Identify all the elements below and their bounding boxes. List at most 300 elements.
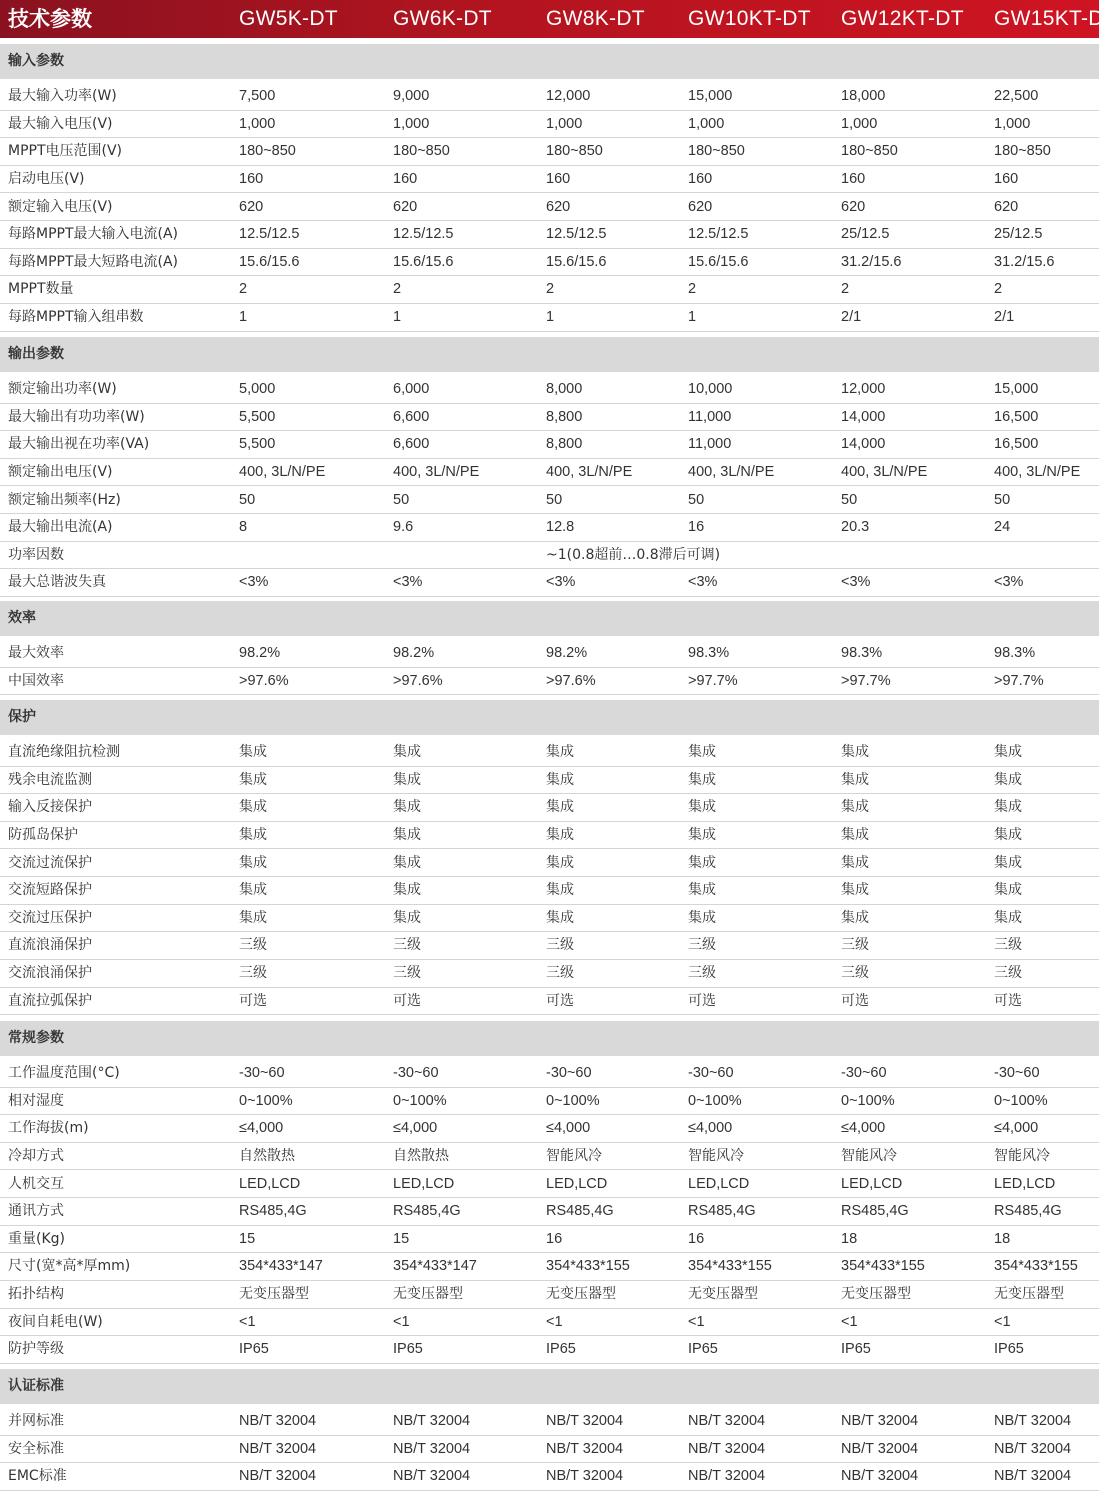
spec-value-gw12kt-dt: 0~100% (841, 1092, 895, 1109)
spec-value-gw5k-dt: 集成 (239, 771, 267, 788)
spec-row (0, 487, 1099, 515)
spec-value-gw12kt-dt: 20.3 (841, 519, 870, 536)
spec-value-gw15kt-dt: 22,500 (994, 88, 1039, 104)
spec-value-gw6k-dt: 9,000 (393, 88, 430, 104)
spec-value-gw15kt-dt: IP65 (994, 1341, 1024, 1358)
spec-value-gw10kt-dt: 0~100% (688, 1092, 742, 1109)
spec-value-gw15kt-dt: LED,LCD (994, 1175, 1056, 1192)
spec-label: 尺寸(宽*高*厚mm) (8, 1258, 131, 1275)
spec-value-gw8k-dt: >97.6% (546, 672, 596, 689)
spec-value-gw15kt-dt: 160 (994, 170, 1019, 187)
spec-value-gw10kt-dt: >97.7% (688, 672, 738, 689)
spec-value-gw15kt-dt: 620 (994, 198, 1019, 215)
spec-value-gw6k-dt: 6,600 (393, 408, 430, 425)
spec-row (0, 988, 1099, 1016)
spec-value-gw10kt-dt: IP65 (688, 1341, 718, 1358)
spec-value-gw8k-dt: 无变压器型 (546, 1286, 616, 1303)
spec-value-gw10kt-dt: 集成 (688, 771, 716, 788)
spec-value-gw15kt-dt: 31.2/15.6 (994, 253, 1055, 270)
spec-value-gw8k-dt: 1 (546, 309, 555, 326)
spec-label: 每路MPPT最大输入电流(A) (8, 226, 179, 243)
spec-value-gw5k-dt: RS485,4G (239, 1203, 307, 1220)
spec-value-gw6k-dt: 6,000 (393, 381, 430, 397)
spec-row (0, 1198, 1099, 1226)
spec-row (0, 221, 1099, 249)
spec-value-gw10kt-dt: 智能风冷 (688, 1147, 744, 1164)
spec-value-gw6k-dt: <1 (393, 1313, 410, 1330)
spec-value-gw5k-dt: 160 (239, 170, 264, 187)
spec-value-gw15kt-dt: 354*433*155 (994, 1258, 1078, 1275)
spec-value-gw8k-dt: 180~850 (546, 143, 603, 160)
spec-value-gw5k-dt: 三级 (239, 965, 267, 982)
spec-value-gw10kt-dt: 11,000 (688, 408, 732, 425)
spec-value-gw5k-dt: 集成 (239, 744, 267, 760)
spec-value-gw15kt-dt: 集成 (994, 909, 1022, 926)
spec-value-gw6k-dt: 三级 (393, 937, 421, 954)
spec-value-gw8k-dt: 三级 (546, 965, 574, 982)
spec-value-gw6k-dt: 6,600 (393, 436, 430, 453)
spec-label: 交流浪涌保护 (8, 965, 92, 982)
spec-value-gw10kt-dt: 三级 (688, 937, 716, 954)
spec-value-gw12kt-dt: 400, 3L/N/PE (841, 463, 928, 480)
spec-value-gw10kt-dt: <1 (688, 1313, 705, 1330)
spec-label: 工作温度范围(°C) (8, 1065, 120, 1081)
spec-value-gw6k-dt: 集成 (393, 744, 421, 760)
spec-value-gw6k-dt: 集成 (393, 799, 421, 816)
spec-label: MPPT电压范围(V) (8, 143, 123, 160)
spec-value-gw12kt-dt: NB/T 32004 (841, 1413, 919, 1429)
spec-value-gw15kt-dt: 三级 (994, 965, 1022, 982)
model-name-gw12kt-dt: GW12KT-DT (841, 7, 964, 30)
spec-value-gw6k-dt: 160 (393, 170, 418, 187)
spec-value-gw8k-dt: <3% (546, 574, 576, 591)
model-name-gw8k-dt: GW8K-DT (546, 7, 645, 30)
spec-label: 防孤岛保护 (8, 826, 78, 843)
spec-value-gw8k-dt: 可选 (546, 992, 574, 1009)
spec-row (0, 431, 1099, 459)
spec-label: 人机交互 (8, 1175, 64, 1192)
spec-label: 最大输入电压(V) (8, 115, 113, 132)
spec-value-gw10kt-dt: 集成 (688, 882, 716, 899)
spec-value-gw15kt-dt: 0~100% (994, 1092, 1048, 1109)
spec-value-gw10kt-dt: 354*433*155 (688, 1258, 772, 1275)
spec-row (0, 194, 1099, 222)
spec-row (0, 111, 1099, 139)
spec-value-gw15kt-dt: 可选 (994, 992, 1022, 1009)
spec-value-gw6k-dt: 98.2% (393, 645, 435, 661)
spec-label: 额定输出电压(V) (8, 463, 113, 480)
spec-row (0, 1226, 1099, 1254)
spec-value-gw5k-dt: NB/T 32004 (239, 1440, 317, 1457)
spec-value-gw6k-dt: 50 (393, 491, 410, 508)
spec-value-gw15kt-dt: NB/T 32004 (994, 1413, 1072, 1429)
spec-value-gw5k-dt: 自然散热 (239, 1147, 295, 1164)
spec-value-gw8k-dt: 集成 (546, 909, 574, 926)
spec-value-gw15kt-dt: 无变压器型 (994, 1286, 1064, 1303)
spec-row (0, 1281, 1099, 1309)
spec-row (0, 767, 1099, 795)
spec-label: 直流浪涌保护 (8, 937, 92, 954)
spec-value-gw5k-dt: NB/T 32004 (239, 1468, 317, 1485)
spec-row (0, 739, 1099, 767)
spec-value-gw8k-dt: 12.8 (546, 519, 575, 536)
spec-row (0, 640, 1099, 668)
spec-value-gw8k-dt: 0~100% (546, 1092, 600, 1109)
spec-value-gw5k-dt: 集成 (239, 882, 267, 899)
section-header (0, 44, 1099, 79)
spec-value-gw8k-dt: 620 (546, 198, 571, 215)
spec-label: 冷却方式 (8, 1147, 64, 1164)
spec-value-gw10kt-dt: 无变压器型 (688, 1286, 758, 1303)
spec-value-gw10kt-dt: 98.3% (688, 645, 730, 661)
spec-value-gw8k-dt: 16 (546, 1230, 563, 1247)
spec-value-gw10kt-dt: 集成 (688, 826, 716, 843)
spec-value-gw12kt-dt: 18,000 (841, 88, 886, 104)
spec-value-gw10kt-dt: 16 (688, 1230, 705, 1247)
spec-value-gw6k-dt: 400, 3L/N/PE (393, 463, 480, 480)
spec-value-gw12kt-dt: 160 (841, 170, 866, 187)
spec-row (0, 459, 1099, 487)
spec-value-gw8k-dt: 50 (546, 491, 563, 508)
section-header (0, 1369, 1099, 1404)
spec-value-gw8k-dt: 400, 3L/N/PE (546, 463, 633, 480)
spec-value-gw8k-dt: 三级 (546, 937, 574, 954)
spec-value-gw5k-dt: 无变压器型 (239, 1286, 309, 1303)
spec-value-gw8k-dt: 智能风冷 (546, 1147, 602, 1164)
spec-value-gw15kt-dt: 98.3% (994, 645, 1036, 661)
spec-value-gw5k-dt: 5,500 (239, 408, 276, 425)
spec-value-gw5k-dt: IP65 (239, 1341, 269, 1358)
spec-row (0, 1336, 1099, 1364)
spec-value-gw8k-dt: 集成 (546, 826, 574, 843)
spec-row (0, 1436, 1099, 1464)
spec-value-gw6k-dt: -30~60 (393, 1065, 439, 1081)
spec-label: 交流短路保护 (8, 882, 92, 899)
spec-value-gw12kt-dt: 620 (841, 198, 866, 215)
spec-value-gw6k-dt: 三级 (393, 965, 421, 982)
spec-value-gw15kt-dt: 集成 (994, 744, 1022, 760)
spec-value-gw10kt-dt: ≤4,000 (688, 1120, 733, 1137)
spec-value-gw8k-dt: 160 (546, 170, 571, 187)
spec-row (0, 1088, 1099, 1116)
spec-value-gw8k-dt: ≤4,000 (546, 1120, 591, 1137)
spec-label: 最大输出视在功率(VA) (8, 436, 150, 453)
spec-label: 最大输入功率(W) (8, 88, 117, 104)
spec-value-gw15kt-dt: 集成 (994, 799, 1022, 816)
spec-label: 直流绝缘阻抗检测 (8, 744, 120, 760)
spec-row (0, 1171, 1099, 1199)
spec-label: 安全标准 (8, 1440, 64, 1457)
spec-row (0, 376, 1099, 404)
spec-value-gw6k-dt: 集成 (393, 826, 421, 843)
spec-value-gw8k-dt: 354*433*155 (546, 1258, 630, 1275)
spec-row (0, 1143, 1099, 1171)
spec-row (0, 304, 1099, 332)
spec-row (0, 1115, 1099, 1143)
spec-row (0, 542, 1099, 570)
spec-value-gw12kt-dt: 12,000 (841, 381, 886, 397)
spec-value-gw12kt-dt: 集成 (841, 909, 869, 926)
spec-value-gw6k-dt: 9.6 (393, 519, 414, 536)
spec-row (0, 276, 1099, 304)
spec-value-gw10kt-dt: NB/T 32004 (688, 1468, 766, 1485)
section-title: 认证标准 (8, 1378, 64, 1394)
spec-value-gw5k-dt: 0~100% (239, 1092, 293, 1109)
spec-value-gw6k-dt: 15 (393, 1230, 410, 1247)
spec-value-gw5k-dt: <1 (239, 1313, 256, 1330)
spec-value-gw8k-dt: 8,800 (546, 436, 583, 453)
spec-value-gw5k-dt: 8 (239, 519, 248, 536)
spec-value-gw10kt-dt: 620 (688, 198, 713, 215)
model-name-gw15kt-dt: GW15KT-DT (994, 7, 1117, 30)
section-header (0, 601, 1099, 636)
spec-value-all-models: ~1(0.8超前…0.8滞后可调) (546, 546, 721, 563)
spec-value-gw8k-dt: 8,000 (546, 381, 583, 397)
spec-value-gw15kt-dt: 18 (994, 1230, 1011, 1247)
spec-value-gw15kt-dt: 2/1 (994, 309, 1015, 326)
spec-value-gw10kt-dt: 可选 (688, 992, 716, 1009)
spec-value-gw5k-dt: 集成 (239, 854, 267, 871)
spec-label: 额定输出功率(W) (8, 381, 117, 397)
spec-value-gw15kt-dt: RS485,4G (994, 1203, 1062, 1220)
spec-value-gw15kt-dt: 50 (994, 491, 1011, 508)
spec-value-gw15kt-dt: 25/12.5 (994, 226, 1043, 243)
spec-value-gw12kt-dt: 25/12.5 (841, 226, 890, 243)
spec-value-gw12kt-dt: NB/T 32004 (841, 1468, 919, 1485)
spec-value-gw12kt-dt: IP65 (841, 1341, 871, 1358)
spec-label: EMC标准 (8, 1468, 67, 1485)
spec-value-gw5k-dt: 5,500 (239, 436, 276, 453)
section-header (0, 1021, 1099, 1056)
spec-value-gw12kt-dt: 98.3% (841, 645, 883, 661)
spec-value-gw10kt-dt: 15.6/15.6 (688, 253, 749, 270)
spec-value-gw12kt-dt: 可选 (841, 992, 869, 1009)
spec-value-gw10kt-dt: 1,000 (688, 115, 725, 132)
spec-label: 交流过压保护 (8, 909, 92, 926)
spec-value-gw6k-dt: >97.6% (393, 672, 443, 689)
spec-value-gw15kt-dt: 24 (994, 519, 1011, 536)
spec-value-gw12kt-dt: 31.2/15.6 (841, 253, 902, 270)
section-title: 输出参数 (8, 346, 64, 362)
spec-value-gw12kt-dt: 智能风冷 (841, 1147, 897, 1164)
spec-value-gw15kt-dt: ≤4,000 (994, 1120, 1039, 1137)
spec-value-gw5k-dt: NB/T 32004 (239, 1413, 317, 1429)
spec-row (0, 83, 1099, 111)
spec-value-gw15kt-dt: 集成 (994, 826, 1022, 843)
spec-value-gw12kt-dt: 354*433*155 (841, 1258, 925, 1275)
spec-row (0, 905, 1099, 933)
spec-row (0, 1408, 1099, 1436)
spec-value-gw8k-dt: RS485,4G (546, 1203, 614, 1220)
spec-value-gw15kt-dt: >97.7% (994, 672, 1044, 689)
spec-label: 交流过流保护 (8, 854, 92, 871)
spec-value-gw10kt-dt: 集成 (688, 799, 716, 816)
spec-label: 最大效率 (8, 645, 64, 661)
spec-value-gw12kt-dt: LED,LCD (841, 1175, 903, 1192)
spec-label: 夜间自耗电(W) (8, 1313, 103, 1330)
spec-value-gw10kt-dt: 11,000 (688, 436, 732, 453)
spec-value-gw15kt-dt: 15,000 (994, 381, 1039, 397)
spec-value-gw12kt-dt: 1,000 (841, 115, 878, 132)
spec-value-gw10kt-dt: 50 (688, 491, 705, 508)
spec-value-gw5k-dt: <3% (239, 574, 269, 591)
spec-value-gw5k-dt: 2 (239, 281, 248, 298)
spec-label: 最大总谐波失真 (8, 574, 106, 591)
spec-value-gw15kt-dt: 400, 3L/N/PE (994, 463, 1081, 480)
spec-value-gw5k-dt: 400, 3L/N/PE (239, 463, 326, 480)
spec-value-gw5k-dt: 50 (239, 491, 256, 508)
spec-label: 重量(Kg) (8, 1230, 65, 1247)
spec-value-gw12kt-dt: ≤4,000 (841, 1120, 886, 1137)
spec-value-gw12kt-dt: 2/1 (841, 309, 862, 326)
spec-value-gw10kt-dt: 16 (688, 519, 705, 536)
spec-value-gw12kt-dt: 集成 (841, 744, 869, 760)
spec-value-gw5k-dt: 7,500 (239, 88, 276, 104)
spec-value-gw10kt-dt: 集成 (688, 744, 716, 760)
spec-value-gw8k-dt: <1 (546, 1313, 563, 1330)
spec-value-gw15kt-dt: -30~60 (994, 1065, 1040, 1081)
spec-value-gw8k-dt: 集成 (546, 744, 574, 760)
spec-value-gw6k-dt: IP65 (393, 1341, 423, 1358)
spec-label: 最大输出电流(A) (8, 519, 113, 536)
spec-value-gw5k-dt: 集成 (239, 826, 267, 843)
spec-value-gw8k-dt: 12.5/12.5 (546, 226, 607, 243)
spec-label: 残余电流监测 (8, 771, 92, 788)
spec-row (0, 1463, 1099, 1491)
table-header (0, 0, 1117, 38)
spec-value-gw8k-dt: 8,800 (546, 408, 583, 425)
spec-row (0, 514, 1099, 542)
spec-value-gw15kt-dt: 16,500 (994, 436, 1039, 453)
spec-value-gw5k-dt: 1 (239, 309, 248, 326)
spec-value-gw10kt-dt: -30~60 (688, 1065, 734, 1081)
spec-label: MPPT数量 (8, 281, 74, 298)
model-name-gw6k-dt: GW6K-DT (393, 7, 492, 30)
model-name-gw5k-dt: GW5K-DT (239, 7, 338, 30)
spec-value-gw10kt-dt: 10,000 (688, 381, 733, 397)
spec-value-gw6k-dt: <3% (393, 574, 423, 591)
spec-value-gw15kt-dt: 1,000 (994, 115, 1031, 132)
section-header (0, 337, 1099, 372)
spec-value-gw12kt-dt: 14,000 (841, 436, 886, 453)
spec-value-gw5k-dt: 12.5/12.5 (239, 226, 300, 243)
spec-label: 输入反接保护 (8, 799, 92, 816)
spec-value-gw5k-dt: >97.6% (239, 672, 289, 689)
spec-label: 最大输出有功功率(W) (8, 408, 145, 425)
spec-value-gw8k-dt: 集成 (546, 799, 574, 816)
spec-value-gw6k-dt: 2 (393, 281, 402, 298)
spec-row (0, 249, 1099, 277)
spec-value-gw6k-dt: 集成 (393, 771, 421, 788)
spec-value-gw12kt-dt: 180~850 (841, 143, 898, 160)
spec-value-gw5k-dt: 5,000 (239, 381, 276, 397)
spec-label: 额定输入电压(V) (8, 198, 113, 215)
spec-label: 每路MPPT最大短路电流(A) (8, 253, 179, 270)
spec-label: 并网标准 (8, 1413, 64, 1429)
spec-value-gw5k-dt: 15.6/15.6 (239, 253, 300, 270)
spec-value-gw15kt-dt: 智能风冷 (994, 1147, 1050, 1164)
spec-value-gw15kt-dt: 三级 (994, 937, 1022, 954)
spec-value-gw15kt-dt: 集成 (994, 771, 1022, 788)
spec-value-gw10kt-dt: 180~850 (688, 143, 745, 160)
spec-value-gw6k-dt: NB/T 32004 (393, 1413, 471, 1429)
spec-value-gw10kt-dt: LED,LCD (688, 1175, 750, 1192)
spec-value-gw15kt-dt: 16,500 (994, 408, 1039, 425)
spec-value-gw10kt-dt: 集成 (688, 854, 716, 871)
spec-value-gw8k-dt: NB/T 32004 (546, 1440, 624, 1457)
spec-row (0, 166, 1099, 194)
spec-value-gw8k-dt: 集成 (546, 854, 574, 871)
spec-value-gw12kt-dt: 集成 (841, 799, 869, 816)
spec-value-gw10kt-dt: NB/T 32004 (688, 1440, 766, 1457)
spec-value-gw15kt-dt: <3% (994, 574, 1024, 591)
spec-value-gw10kt-dt: 15,000 (688, 88, 733, 104)
spec-row (0, 1309, 1099, 1337)
spec-value-gw12kt-dt: 无变压器型 (841, 1286, 911, 1303)
section-title: 输入参数 (8, 53, 64, 69)
spec-value-gw12kt-dt: 三级 (841, 965, 869, 982)
spec-value-gw8k-dt: LED,LCD (546, 1175, 608, 1192)
spec-value-gw8k-dt: 2 (546, 281, 555, 298)
spec-value-gw6k-dt: NB/T 32004 (393, 1468, 471, 1485)
spec-row (0, 932, 1099, 960)
spec-value-gw8k-dt: 98.2% (546, 645, 588, 661)
spec-value-gw12kt-dt: 18 (841, 1230, 858, 1247)
spec-value-gw15kt-dt: NB/T 32004 (994, 1468, 1072, 1485)
spec-value-gw6k-dt: 15.6/15.6 (393, 253, 454, 270)
spec-value-gw6k-dt: 620 (393, 198, 418, 215)
spec-value-gw6k-dt: ≤4,000 (393, 1120, 438, 1137)
spec-value-gw15kt-dt: 180~850 (994, 143, 1051, 160)
spec-value-gw15kt-dt: NB/T 32004 (994, 1440, 1072, 1457)
spec-value-gw5k-dt: 集成 (239, 799, 267, 816)
spec-value-gw12kt-dt: -30~60 (841, 1065, 887, 1081)
spec-value-gw12kt-dt: <3% (841, 574, 871, 591)
spec-value-gw12kt-dt: 三级 (841, 937, 869, 954)
spec-value-gw8k-dt: 集成 (546, 882, 574, 899)
spec-value-gw10kt-dt: RS485,4G (688, 1203, 756, 1220)
spec-value-gw10kt-dt: <3% (688, 574, 718, 591)
spec-value-gw5k-dt: LED,LCD (239, 1175, 301, 1192)
spec-row (0, 569, 1099, 597)
spec-label: 拓扑结构 (8, 1286, 64, 1303)
spec-value-gw12kt-dt: 集成 (841, 771, 869, 788)
section-title: 效率 (8, 610, 36, 626)
spec-value-gw12kt-dt: 50 (841, 491, 858, 508)
spec-value-gw12kt-dt: 14,000 (841, 408, 886, 425)
spec-value-gw6k-dt: 1,000 (393, 115, 430, 132)
spec-value-gw8k-dt: 1,000 (546, 115, 583, 132)
spec-value-gw8k-dt: NB/T 32004 (546, 1413, 624, 1429)
spec-value-gw10kt-dt: 400, 3L/N/PE (688, 463, 775, 480)
spec-row (0, 877, 1099, 905)
spec-value-gw6k-dt: 354*433*147 (393, 1258, 477, 1275)
spec-row (0, 668, 1099, 696)
spec-label: 防护等级 (8, 1341, 64, 1358)
spec-value-gw6k-dt: 自然散热 (393, 1147, 449, 1164)
header-title: 技术参数 (8, 7, 92, 31)
spec-row (0, 822, 1099, 850)
section-title: 保护 (8, 709, 36, 725)
spec-value-gw5k-dt: 集成 (239, 909, 267, 926)
spec-value-gw5k-dt: 354*433*147 (239, 1258, 323, 1275)
spec-value-gw10kt-dt: NB/T 32004 (688, 1413, 766, 1429)
spec-value-gw15kt-dt: 集成 (994, 854, 1022, 871)
spec-value-gw5k-dt: 1,000 (239, 115, 276, 132)
spec-value-gw6k-dt: LED,LCD (393, 1175, 455, 1192)
spec-label: 直流拉弧保护 (8, 992, 92, 1009)
spec-label: 相对湿度 (8, 1092, 64, 1109)
